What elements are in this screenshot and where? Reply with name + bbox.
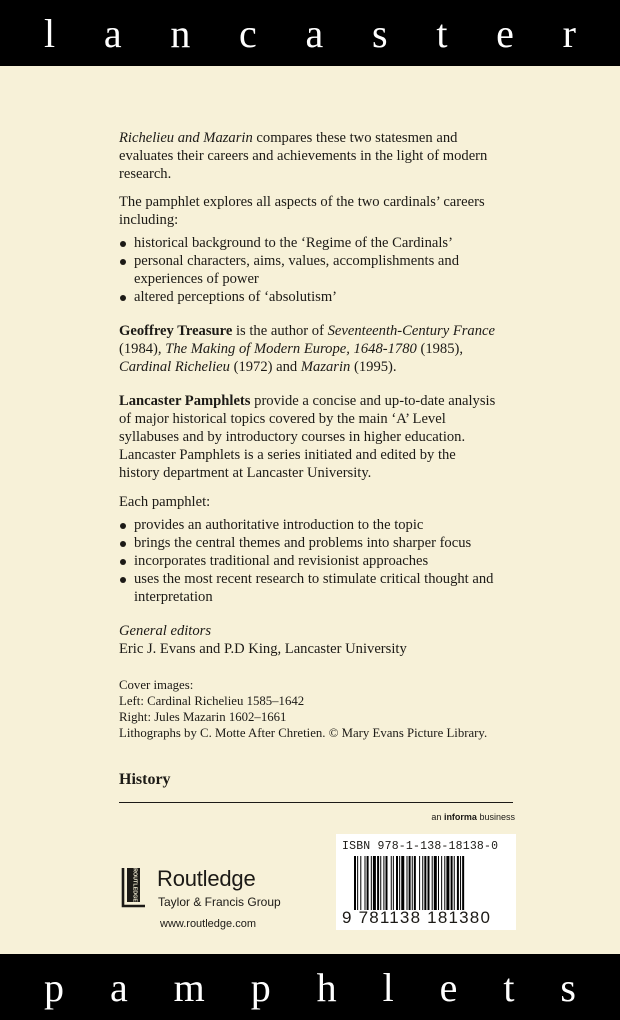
band_bottom-letter: l	[382, 964, 394, 1010]
book-year: (1985),	[420, 341, 464, 357]
barcode-bar	[438, 856, 439, 910]
barcode-bar	[454, 856, 455, 910]
band_top-letter: n	[170, 10, 191, 56]
book-title: Cardinal Richelieu	[119, 359, 230, 375]
barcode-bar	[396, 856, 398, 910]
divider	[119, 802, 513, 803]
band_top-letter: s	[372, 10, 388, 56]
barcode-bar	[451, 856, 453, 910]
list-item: personal characters, aims, values, accomplishments and experiences of power	[119, 252, 499, 288]
barcode	[354, 856, 506, 910]
barcode-bar	[428, 856, 430, 910]
list-item: incorporates traditional and revisionist approaches	[119, 552, 499, 570]
barcode-bar	[393, 856, 394, 910]
band_bottom-letter: e	[439, 964, 458, 1010]
barcode-bar	[373, 856, 376, 910]
barcode-bar	[409, 856, 411, 910]
list-item: brings the central themes and problems into sharper focus	[119, 534, 499, 552]
barcode-bar	[365, 856, 366, 910]
intro-title: Richelieu and Mazarin	[119, 130, 253, 146]
cover-credits	[119, 677, 499, 741]
intro-paragraph	[119, 129, 499, 183]
informa-tagline	[431, 812, 515, 822]
barcode-bar	[446, 856, 449, 910]
informa-brand: informa	[443, 812, 477, 822]
barcode-bar	[457, 856, 459, 910]
publisher-name: Routledge	[157, 866, 256, 891]
explores-paragraph: The pamphlet explores all aspects of the two cardinals’ careers including:	[119, 194, 485, 228]
category-label: History	[119, 771, 171, 788]
cover-left: Left: Cardinal Richelieu 1585–1642	[119, 694, 305, 708]
band_bottom-letter: t	[503, 964, 515, 1010]
author-paragraph	[119, 322, 499, 376]
band_top-letter: r	[562, 10, 576, 56]
publisher-group: Taylor & Francis Group	[158, 895, 281, 909]
barcode-bar	[460, 856, 461, 910]
barcode-bar	[360, 856, 361, 910]
routledge-logo-icon	[121, 864, 147, 910]
barcode-bar	[462, 856, 464, 910]
barcode-bar	[441, 856, 442, 910]
editors-names: Eric J. Evans and P.D King, Lancaster University	[119, 641, 407, 657]
barcode-bar	[371, 856, 372, 910]
barcode-bar	[414, 856, 416, 910]
informa-prefix: an	[431, 812, 442, 822]
book-title: The Making of Modern Europe, 1648-1780	[165, 341, 417, 357]
barcode-bar	[354, 856, 356, 910]
each-label: Each pamphlet:	[119, 494, 211, 510]
band_top-letter: c	[239, 10, 257, 56]
explore-list	[119, 234, 499, 306]
book-year: (1972) and	[233, 359, 298, 375]
barcode-bar	[432, 856, 433, 910]
series-paragraph	[119, 392, 499, 482]
band_top-letter: l	[44, 10, 56, 56]
series-band-top	[0, 0, 620, 66]
band_top-letter: e	[496, 10, 514, 56]
publisher-url: www.routledge.com	[160, 918, 256, 930]
barcode-bar	[422, 856, 423, 910]
list-item: altered perceptions of ‘absolutism’	[119, 288, 499, 306]
editors-label-text: General editors	[119, 623, 212, 639]
series-text: provide a concise and up-to-date analysis of major historical topics covered by the main ‘A’ Level syllabuses and by introductory courses in higher education. Lancaster Pamphlets is a series initiated and edited by the history department at Lancaster University.	[119, 393, 496, 481]
intro-text: compares these two statesmen and evaluates their careers and achievements in the light of modern research.	[119, 130, 488, 182]
series-name: Lancaster Pamphlets	[119, 393, 251, 409]
informa-suffix: business	[479, 812, 515, 822]
editors-label	[119, 622, 499, 640]
isbn-label: ISBN 978-1-138-18138-0	[342, 840, 499, 853]
barcode-bar	[399, 856, 400, 910]
barcode-bar	[391, 856, 392, 910]
band_bottom-letter: p	[250, 964, 271, 1010]
book-year: (1984),	[119, 341, 162, 357]
barcode-bar	[407, 856, 408, 910]
band_bottom-letter: a	[109, 964, 128, 1010]
barcode-bar	[367, 856, 369, 910]
list-item: provides an authoritative introduction to the topic	[119, 516, 499, 534]
barcode-bar	[434, 856, 437, 910]
barcode-bar	[401, 856, 404, 910]
band_bottom-letter: m	[173, 964, 205, 1010]
band_top-letter: a	[305, 10, 324, 56]
book-title: Seventeenth-Century France	[327, 323, 495, 339]
book-year: (1995).	[354, 359, 397, 375]
isbn-digits: 9 781138 181380	[342, 908, 492, 927]
barcode-bar	[386, 856, 388, 910]
cover-credit: Lithographs by C. Motte After Chretien. © Mary Evans Picture Library.	[119, 726, 488, 740]
band_top-letter: t	[436, 10, 448, 56]
barcode-bar	[412, 856, 413, 910]
svg-text:ROUTLEDGE: ROUTLEDGE	[131, 868, 138, 902]
band_bottom-letter: h	[316, 964, 337, 1010]
book-title: Mazarin	[300, 359, 351, 375]
list-item: historical background to the ‘Regime of the Cardinals’	[119, 234, 499, 252]
band_bottom-letter: p	[44, 964, 64, 1010]
band_bottom-letter: s	[560, 964, 576, 1010]
cover-right: Right: Jules Mazarin 1602–1661	[119, 710, 287, 724]
barcode-bar	[419, 856, 420, 910]
author-text: is the author of	[236, 323, 324, 339]
barcode-bar	[424, 856, 426, 910]
barcode-bar	[380, 856, 381, 910]
barcode-bar	[444, 856, 445, 910]
cover-label: Cover images:	[119, 678, 194, 692]
list-item: uses the most recent research to stimulate critical thought and interpretation	[119, 570, 499, 606]
each-list	[119, 516, 499, 606]
barcode-bar	[377, 856, 379, 910]
series-band-bottom	[0, 954, 620, 1020]
barcode-bar	[383, 856, 384, 910]
barcode-bar	[357, 856, 358, 910]
author-name: Geoffrey Treasure	[119, 323, 233, 339]
band_top-letter: a	[103, 10, 122, 56]
